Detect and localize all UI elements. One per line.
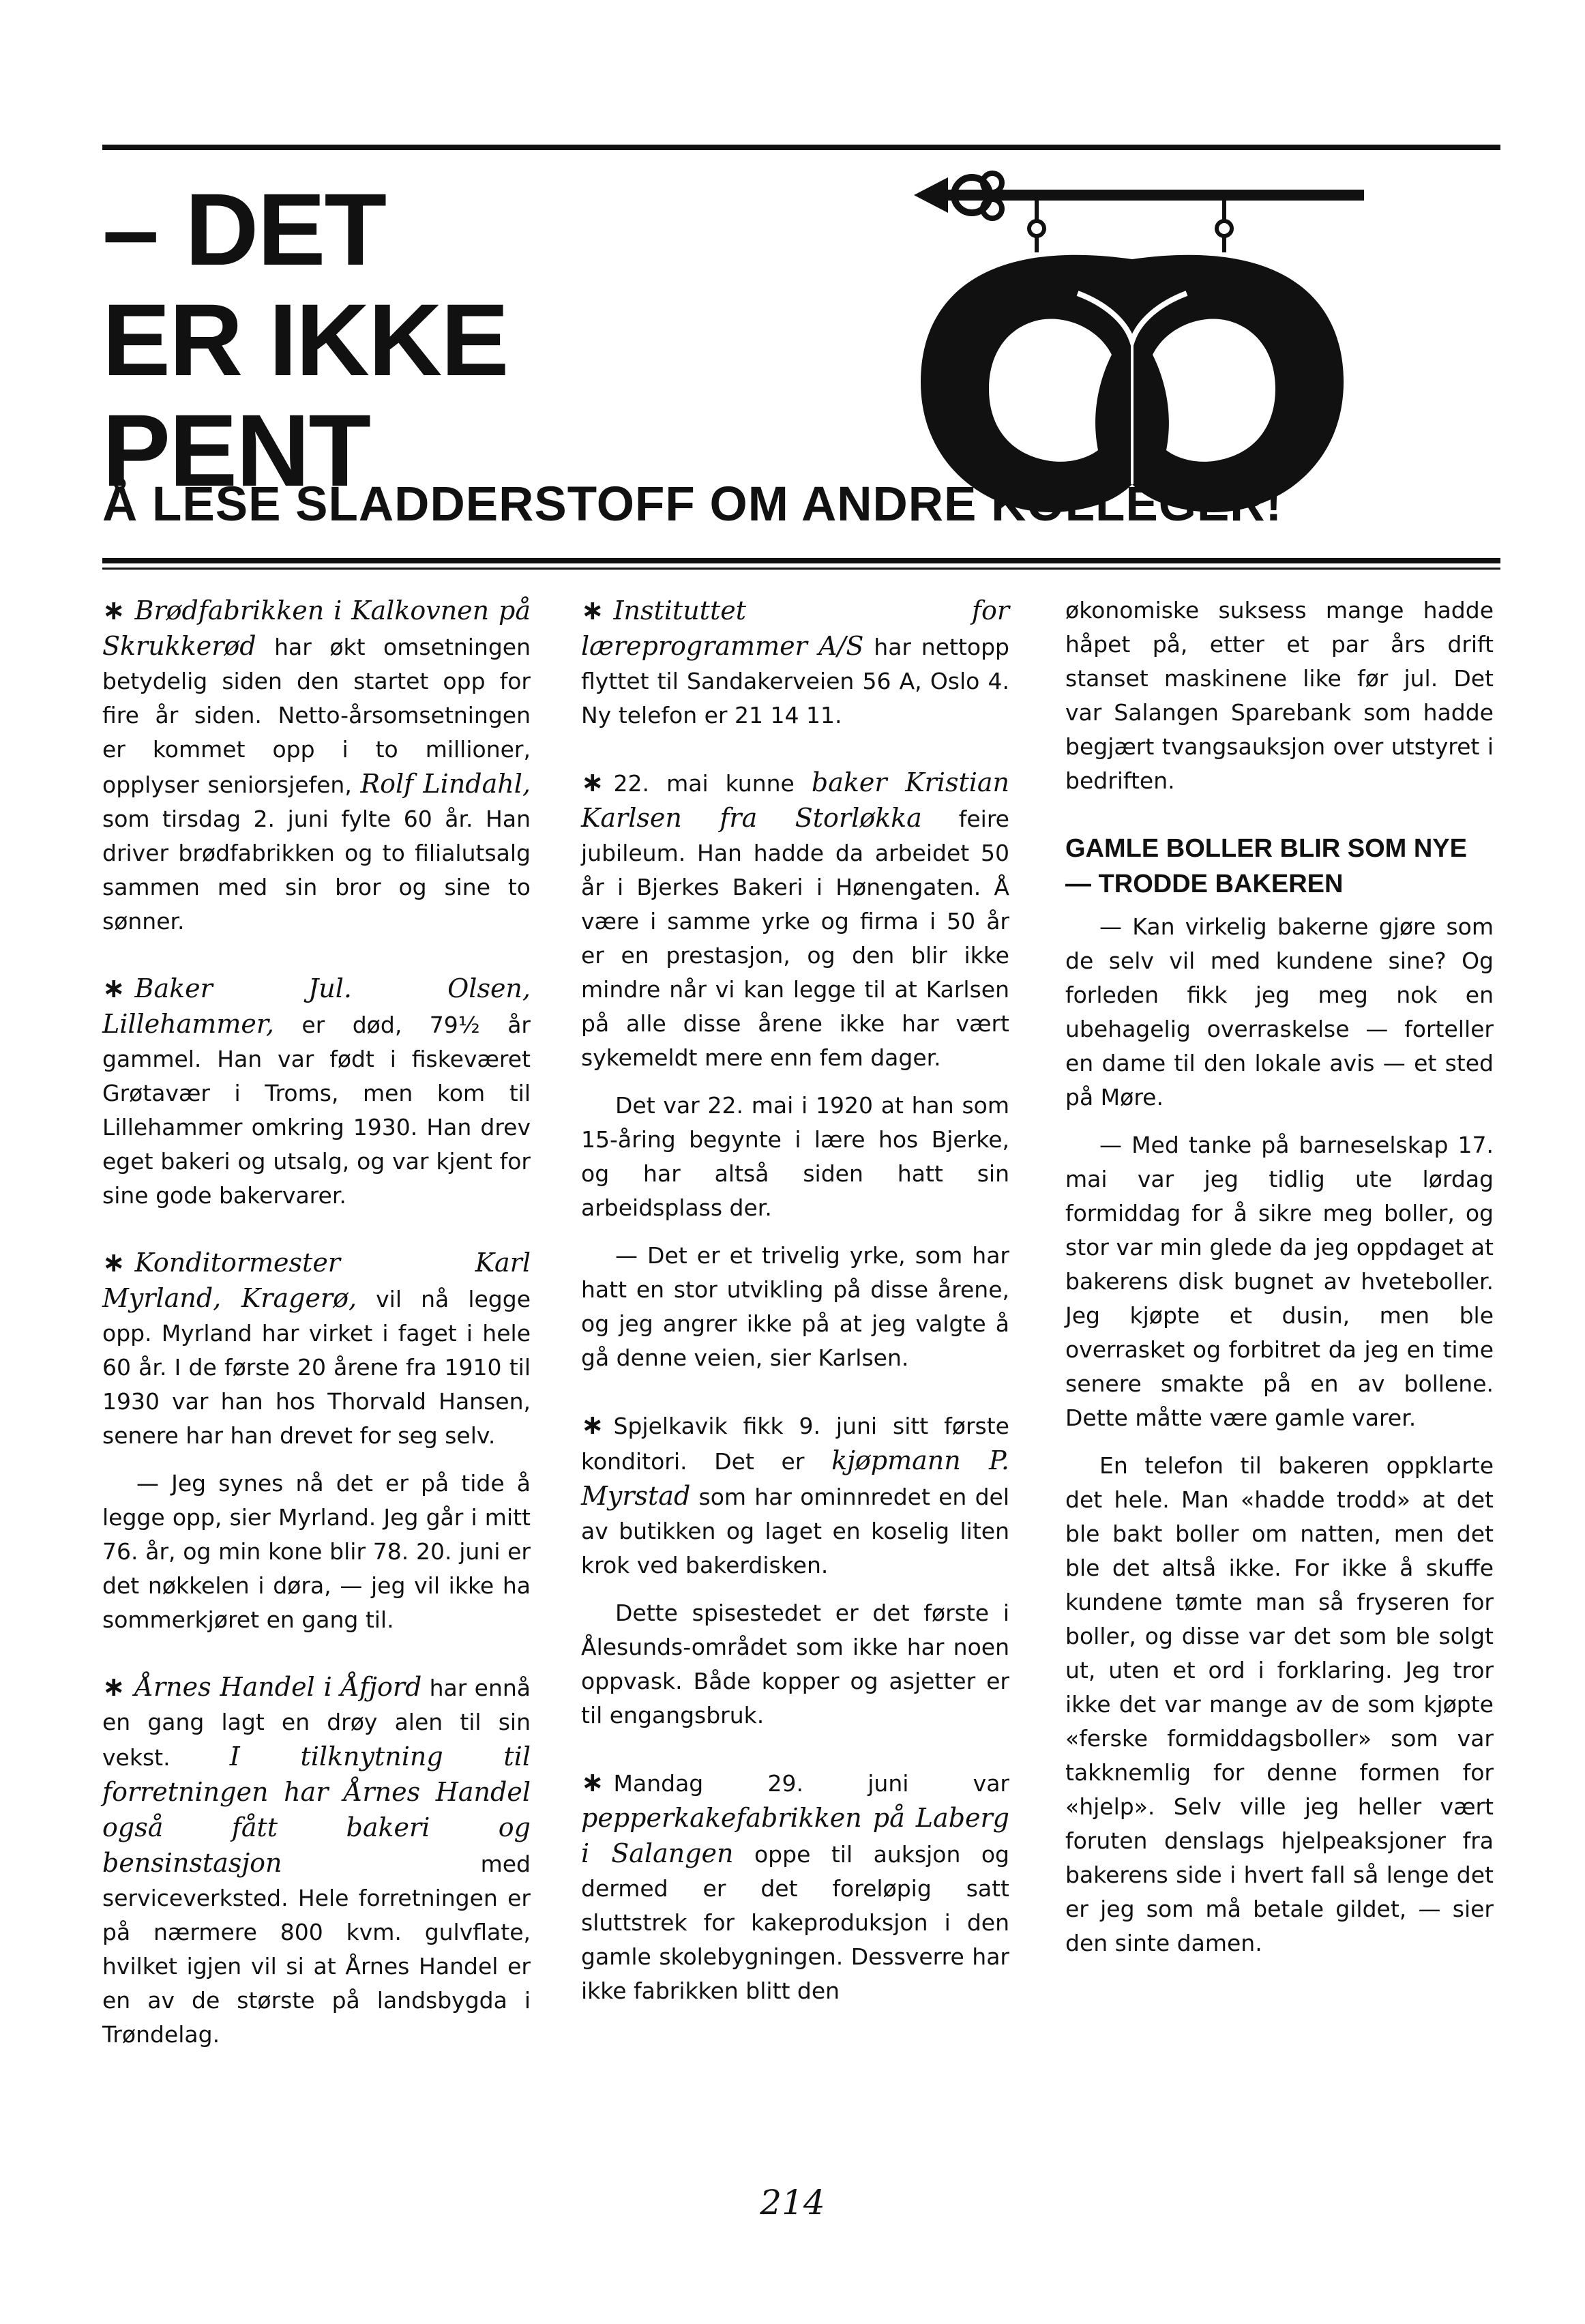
asterisk-icon: ∗ <box>102 1247 125 1278</box>
article-spjelkavik <box>581 1408 1009 1583</box>
top-rule <box>102 145 1500 150</box>
italic-lead: Årnes Handel i Åfjord <box>134 1672 422 1702</box>
italic-name: baker Kristian Karlsen fra Storløkka <box>581 767 1009 833</box>
section-heading: GAMLE BOLLER BLIR SOM NYE — TRODDE BAKEREN <box>1065 834 1467 898</box>
article-karlsen-quote: — Det er et trivelig yrke, som har hatt en stor utvikling på disse årene, og jeg angrer ikke på at jeg valgte å gå denne veien, sier Karlsen. <box>581 1242 1009 1371</box>
page-number: 214 <box>760 2183 825 2222</box>
column-2 <box>581 593 1009 2041</box>
body-text: vil nå legge opp. Myrland har virket i faget i hele 60 år. I de første 20 årene fra 1910 til 1930 var han hos Thorvald Hansen, senere har han drevet for seg selv. <box>102 1286 531 1449</box>
headline-line-1: – DET <box>102 172 386 286</box>
article-boller-p3: En telefon til bakeren oppklarte det hele. Man «hadde trodd» at det ble bakt boller om natten, men det ble det altså ikke. For ikke å skuffe kundene tømte man så fryseren for boller, og disse var det som ble solgt ut, uten et ord i forklaring. Jeg tror ikke det var mange av de som kjøpte «ferske formiddagsboller» som var takknemlig for denne formen for «hjelp». Selv ville jeg heller vært foruten denslags hjelpeaksjoner fra bakerens side i hvert fall så lenge det er jeg som må betale gildet, — sier den sinte damen. <box>1065 1452 1494 1956</box>
body-text: er død, 79½ år gammel. Han var født i fiskeværet Grøtavær i Troms, men kom til Lillehammer omkring 1930. Han drev eget bakeri og utsalg, og var kjent for sine gode bakervarer. <box>102 1012 531 1209</box>
article-myrland-quote: — Jeg synes nå det er på tide å legge opp, sier Myrland. Jeg går i mitt 76. år, og min kone blir 78. 20. juni er det nøkkelen i døra, — jeg vil ikke ha sommerkjøret en gang til. <box>102 1470 531 1633</box>
subheading: Å LESE SLADDERSTOFF OM ANDRE KOLLEGER! <box>102 477 1283 531</box>
article-pepperkake-cont: økonomiske suksess mange hadde håpet på, etter et par års drift stanset maskinene like før jul. Det var Salangen Sparebank som hadde begjært tvangsauksjon over utstyret i bedriften. <box>1065 597 1494 794</box>
headline <box>102 172 508 508</box>
body-text: Mandag 29. juni var <box>613 1770 1009 1797</box>
asterisk-icon: ∗ <box>581 1767 604 1798</box>
column-1 <box>102 593 531 2085</box>
article-institutt <box>581 593 1009 733</box>
article-pepperkake <box>581 1765 1009 2008</box>
article-myrland <box>102 1246 531 1453</box>
article-karlsen-p2: Det var 22. mai i 1920 at han som 15-åring begynte i lære hos Bjerke, og har altså siden hatt sin arbeidsplass der. <box>581 1092 1009 1221</box>
article-boller-p2: — Med tanke på barneselskap 17. mai var jeg tidlig ute lørdag formiddag for å sikre meg boller, og stor var min glede da jeg oppdaget at bakerens disk bugnet av hveteboller. Jeg kjøpte et dusin, men ble overrasket og forbitret da jeg en time senere smakte på en av bollene. Dette måtte være gamle varer. <box>1065 1132 1494 1431</box>
body-text: som tirsdag 2. juni fylte 60 år. Han driver brødfabrikken og to filialutsalg sammen med sin bror og sine to sønner. <box>102 806 531 935</box>
italic-lead: Brødfabrikken i Kalkovnen på Skrukkerød <box>102 595 531 661</box>
body-text: med serviceverksted. Hele forretningen er på nærmere 800 kvm. gulvflate, hvilket igjen vil si at Årnes Handel er en av de største på landsbygda i Trøndelag. <box>102 1851 531 2048</box>
asterisk-icon: ∗ <box>581 767 604 798</box>
italic-name: kjøpmann P. Myrstad <box>581 1445 1009 1511</box>
article-olsen <box>102 971 531 1213</box>
headline-line-3: PENT <box>102 393 370 508</box>
article-kalkovnen <box>102 593 531 939</box>
column-3 <box>1065 593 1494 1993</box>
pretzel-sign-icon <box>907 157 1371 525</box>
italic-lead: Baker Jul. Olsen, Lillehammer, <box>102 973 531 1039</box>
body-text: 22. mai kunne <box>613 770 812 797</box>
asterisk-icon: ∗ <box>581 1409 604 1441</box>
article-boller-p1: — Kan virkelig bakerne gjøre som de selv vil med kundene sine? Og forleden fikk jeg meg nok en ubehagelig overraskelse — forteller en dame til den lokale avis — et sted på Møre. <box>1065 913 1494 1110</box>
italic-emphasis: I tilknytning til forretningen har Årnes Handel også fått bakeri og bensinstasjon <box>102 1741 531 1878</box>
body-text: har økt omsetningen betydelig siden den startet opp for fire år siden. Netto-årsomsetningen er kommet opp i to millioner, opplyser seniorsjefen, <box>102 634 531 798</box>
asterisk-icon: ∗ <box>102 595 125 626</box>
body-text: har nettopp flyttet til Sandakerveien 56 A, Oslo 4. Ny telefon er 21 14 11. <box>581 634 1009 729</box>
body-text: oppe til auksjon og dermed er det foreløpig satt sluttstrek for kakeproduksjon i den gamle skolebygningen. Dessverre har ikke fabrikken blitt den <box>581 1841 1009 2004</box>
asterisk-icon: ∗ <box>102 973 125 1004</box>
article-arnes <box>102 1670 531 2052</box>
italic-lead: Konditormester Karl Myrland, Kragerø, <box>102 1248 531 1313</box>
body-text: feire jubileum. Han hadde da arbeidet 50 år i Bjerkes Bakeri i Hønengaten. Å være i samme yrke og firma i 50 år er en prestasjon, og den blir ikke mindre når vi kan legge til at Karlsen på alle disse årene ikke har vært sykemeldt mere enn fem dager. <box>581 806 1009 1071</box>
body-text: som har ominnredet en del av butikken og laget en koselig liten krok ved bakerdisken. <box>581 1484 1009 1578</box>
body-text: har ennå en gang lagt en drøy alen til sin vekst. <box>102 1675 531 1771</box>
section-rule-thin <box>102 568 1500 570</box>
italic-name: Rolf Lindahl, <box>360 769 531 799</box>
section-rule-thick <box>102 558 1500 563</box>
asterisk-icon: ∗ <box>102 1671 125 1703</box>
article-karlsen <box>581 765 1009 1075</box>
article-spjelkavik-p2: Dette spisestedet er det første i Ålesunds-området som ikke har noen oppvask. Både kopper og asjetter er til engangsbruk. <box>581 1600 1009 1729</box>
asterisk-icon: ∗ <box>581 595 604 626</box>
body-text: Spjelkavik fikk 9. juni sitt første konditori. Det er <box>581 1413 1009 1475</box>
headline-line-2: ER IKKE <box>102 282 508 397</box>
italic-lead: Instituttet for læreprogrammer A/S <box>581 595 1009 661</box>
italic-name: pepperkakefabrikken på Laberg i Salangen <box>581 1803 1009 1868</box>
